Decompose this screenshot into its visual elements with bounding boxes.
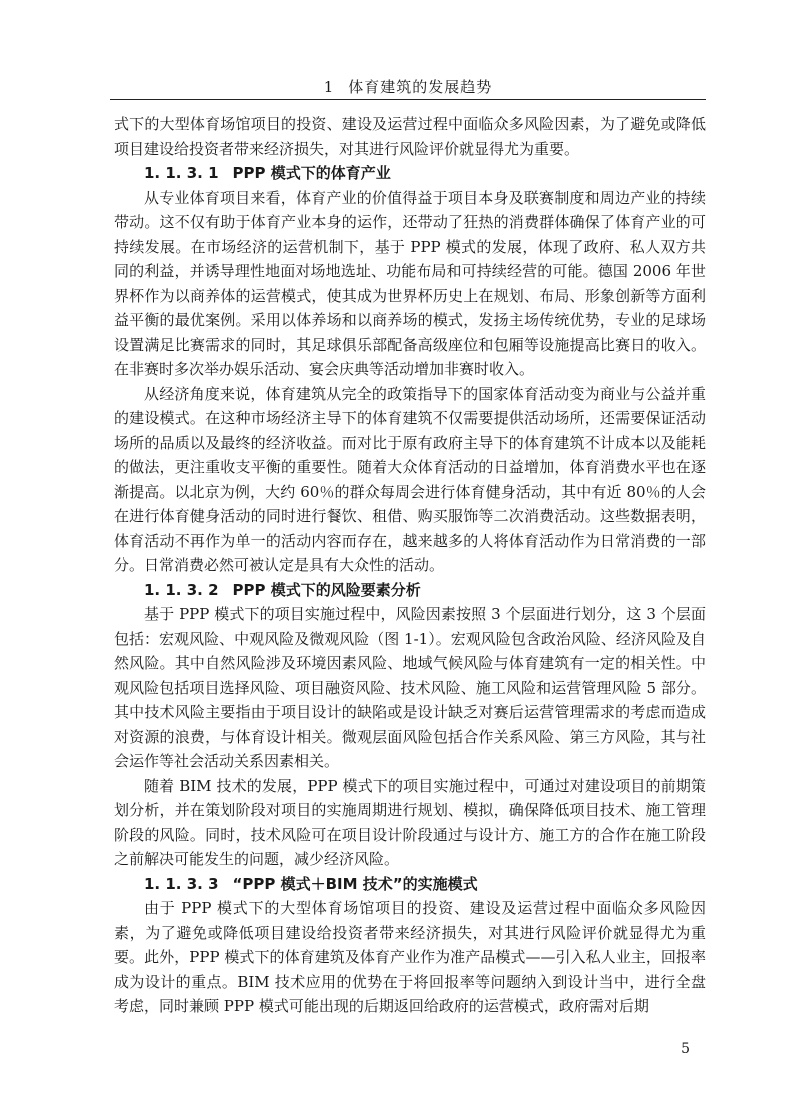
paragraph: 随着 BIM 技术的发展，PPP 模式下的项目实施过程中，可通过对建设项目的前期策划分析，并在策划阶段对项目的实施周期进行规划、模拟，确保降低项目技术、施工管理阶段的风险。同时，技术风险可在项目设计阶段通过与设计方、施工方的合作在施工阶段之前解决可能发生的问题，减少经济风险。 <box>114 776 706 868</box>
section-heading-1-1-3-1 <box>114 161 706 186</box>
body-text <box>114 112 706 1019</box>
paragraph: 由于 PPP 模式下的大型体育场馆项目的投资、建设及运营过程中面临众多风险因素，为了避免或降低项目建设给投资者带来经济损失，对其进行风险评价就显得尤为重要。此外，PPP 模式下的体育建筑及体育产业作为准产品模式——引入私人业主，回报率成为设计的重点。BIM 技术应用的优势在于将回报率等问题纳入到设计当中，进行全盘考虑，同时兼顾 PPP 模式可能出现的后期返回给政府的运营模式，政府需对后期 <box>114 899 706 1015</box>
section-heading-1-1-3-2 <box>114 578 706 603</box>
running-header <box>110 76 706 97</box>
page-number: 5 <box>681 1041 690 1057</box>
section-number: 1. 1. 3. 2 <box>144 580 219 599</box>
paragraph: 基于 PPP 模式下的项目实施过程中，风险因素按照 3 个层面进行划分，这 3 个层面包括：宏观风险、中观风险及微观风险（图 1-1）。宏观风险包含政治风险、经济风险及自然风险。其中自然风险涉及环境因素风险、地域气候风险与体育建筑有一定的相关性。中观风险包括项目选择风险、项目融资风险、技术风险、施工风险和运营管理风险 5 部分。其中技术风险主要指由于项目设计的缺陷或是设计缺乏对赛后运营管理需求的考虑而造成对资源的浪费，与体育设计相关。微观层面风险包括合作关系风险、第三方风险，其与社会运作等社会活动关系因素相关。 <box>114 605 706 770</box>
paragraph: 从专业体育项目来看，体育产业的价值得益于项目本身及联赛制度和周边产业的持续带动。这不仅有助于体育产业本身的运作，还带动了狂热的消费群体确保了体育产业的可持续发展。在市场经济的运营机制下，基于 PPP 模式的发展，体现了政府、私人双方共同的利益，并诱导理性地面对场地选址、功能布局和可持续经营的可能。德国 2006 年世界杯作为以商养体的运营模式，使其成为世界杯历史上在规划、布局、形象创新等方面利益平衡的最优案例。采用以体养场和以商养场的模式，发扬主场传统优势，专业的足球场设置满足比赛需求的同时，其足球俱乐部配备高级座位和包厢等设施提高比赛日的收入。在非赛时多次举办娱乐活动、宴会庆典等活动增加非赛时收入。 <box>114 188 706 378</box>
paragraph-continued: 式下的大型体育场馆项目的投资、建设及运营过程中面临众多风险因素，为了避免或降低项目建设给投资者带来经济损失，对其进行风险评价就显得尤为重要。 <box>114 115 706 158</box>
section-heading-1-1-3-3 <box>114 872 706 897</box>
section-title: “PPP 模式＋BIM 技术”的实施模式 <box>232 874 478 893</box>
section-title: PPP 模式下的风险要素分析 <box>232 580 421 599</box>
section-title: PPP 模式下的体育产业 <box>232 164 391 182</box>
chapter-title: 体育建筑的发展趋势 <box>348 78 493 96</box>
section-number: 1. 1. 3. 3 <box>144 874 219 893</box>
paragraph: 从经济角度来说，体育建筑从完全的政策指导下的国家体育活动变为商业与公益并重的建设模式。在这种市场经济主导下的体育建筑不仅需要提供活动场所，还需要保证活动场所的品质以及最终的经济收益。而对比于原有政府主导下的体育建筑不计成本以及能耗的做法，更注重收支平衡的重要性。随着大众体育活动的日益增加，体育消费水平也在逐渐提高。以北京为例，大约 60％的群众每周会进行体育健身活动，其中有近 80％的人会在进行体育健身活动的同时进行餐饮、租借、购买服饰等二次消费活动。这些数据表明，体育活动不再作为单一的活动内容而存在，越来越多的人将体育活动作为日常消费的一部分。日常消费必然可被认定是具有大众性的活动。 <box>114 384 706 574</box>
chapter-number: 1 <box>323 78 335 96</box>
section-number: 1. 1. 3. 1 <box>144 164 219 182</box>
header-rule <box>110 99 706 100</box>
